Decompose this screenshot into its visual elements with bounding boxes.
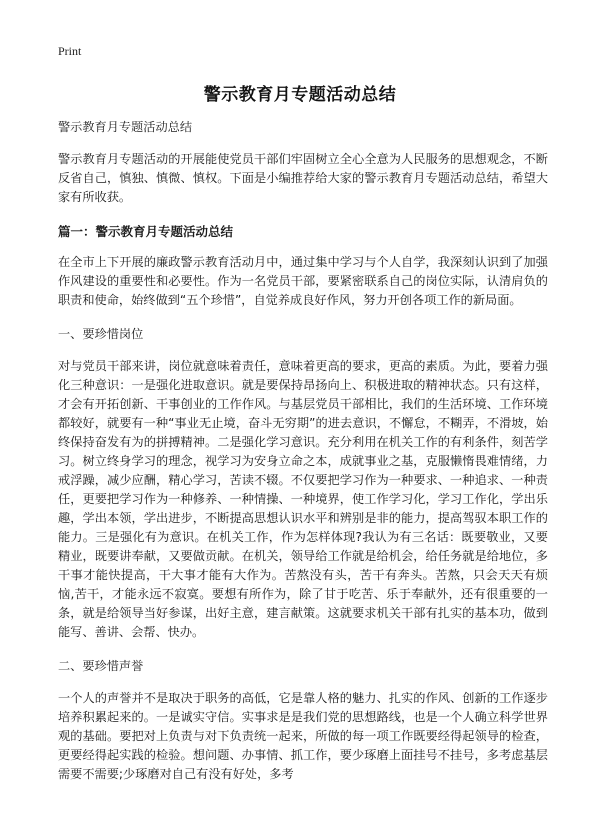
- paragraph-2: 一个人的声誉并不是取决于职务的高低，它是靠人格的魅力、扎实的作风、创新的工作逐步培养积累起来的。一是诚实守信。实事求是是我们党的思想路线，也是一个人确立科学世界观的基础。要把对上负责与对下负责统一起来，所做的每一项工作既要经得起领导的检查，更要经得起实践的检验。想问题、办事情、抓工作，要少琢磨上面挂号不挂号，多考虑基层需要不需要;少琢磨对自己有没有好处，多考: [58, 691, 548, 781]
- heading-1: 一、要珍惜岗位: [58, 327, 144, 341]
- intro-paragraph: 警示教育月专题活动的开展能使党员干部们牢固树立全心全意为人民服务的思想观念，不断反省自己，慎独、慎微、慎权。下面是小编推荐给大家的警示教育月专题活动总结，希望大家有所收获。: [58, 152, 548, 204]
- document-body: [58, 118, 548, 799]
- paragraph-1: 对与党员干部来讲，岗位就意味着责任，意味着更高的要求，更高的素质。为此，要着力强化三种意识：一是强化进取意识。就是要保持昂扬向上、积极进取的精神状态。只有这样，才会有开拓创新、干事创业的工作作风。与基层党员干部相比，我们的生活环境、工作环境都较好，就要有一种“事业无止境，奋斗无穷期”的进去意识，不懈怠，不糊弄，不滑坡，始终保持奋发有为的拼搏精神。二是强化学习意识。充分利用在机关工作的有利条件，刻苦学习。树立终身学习的理念，视学习为安身立命之本，成就事业之基，克服懒惰畏难情绪，力戒浮躁，减少应酬，精心学习，苦读不辍。不仅要把学习作为一种要求、一种追求、一种责任，更要把学习作为一种修养、一种情操、一种境界，使工作学习化，学习工作化，学出乐趣，学出本领，学出进步，不断提高思想认识水平和辨别是非的能力，提高驾驭本职工作的能力。三是强化有为意识。在机关工作，作为怎样体现?我认为有三名话：既要敬业，又要精业，既要讲奉献，又要做贡献。在机关，领导给工作就是给机会，给任务就是给地位，多干事才能快提高，干大事才能有大作为。苦熬没有头，苦干有奔头。苦熬，只会天天有烦恼,苦干，才能永远不寂寞。要想有所作为，除了甘于吃苦、乐于奉献外，还有很重要的一条，就是给领导当好参谋，出好主意，建言献策。这就要求机关干部有扎实的基本功，做到能写、善讲、会帮、快办。: [58, 359, 548, 639]
- section-paragraph: 在全市上下开展的廉政警示教育活动月中，通过集中学习与个人自学，我深刻认识到了加强作风建设的重要性和必要性。作为一名党员干部，要紧密联系自己的岗位实际，认清肩负的职责和使命，始终做到“五个珍惜”，自觉养成良好作风，努力开创各项工作的新局面。: [58, 255, 548, 307]
- print-label: Print: [58, 44, 82, 58]
- document-subtitle: 警示教育月专题活动总结: [58, 120, 193, 134]
- page-title: 警示教育月专题活动总结: [203, 85, 397, 105]
- section-heading: 篇一：警示教育月专题活动总结: [58, 224, 234, 239]
- heading-2: 二、要珍惜声誉: [58, 659, 144, 673]
